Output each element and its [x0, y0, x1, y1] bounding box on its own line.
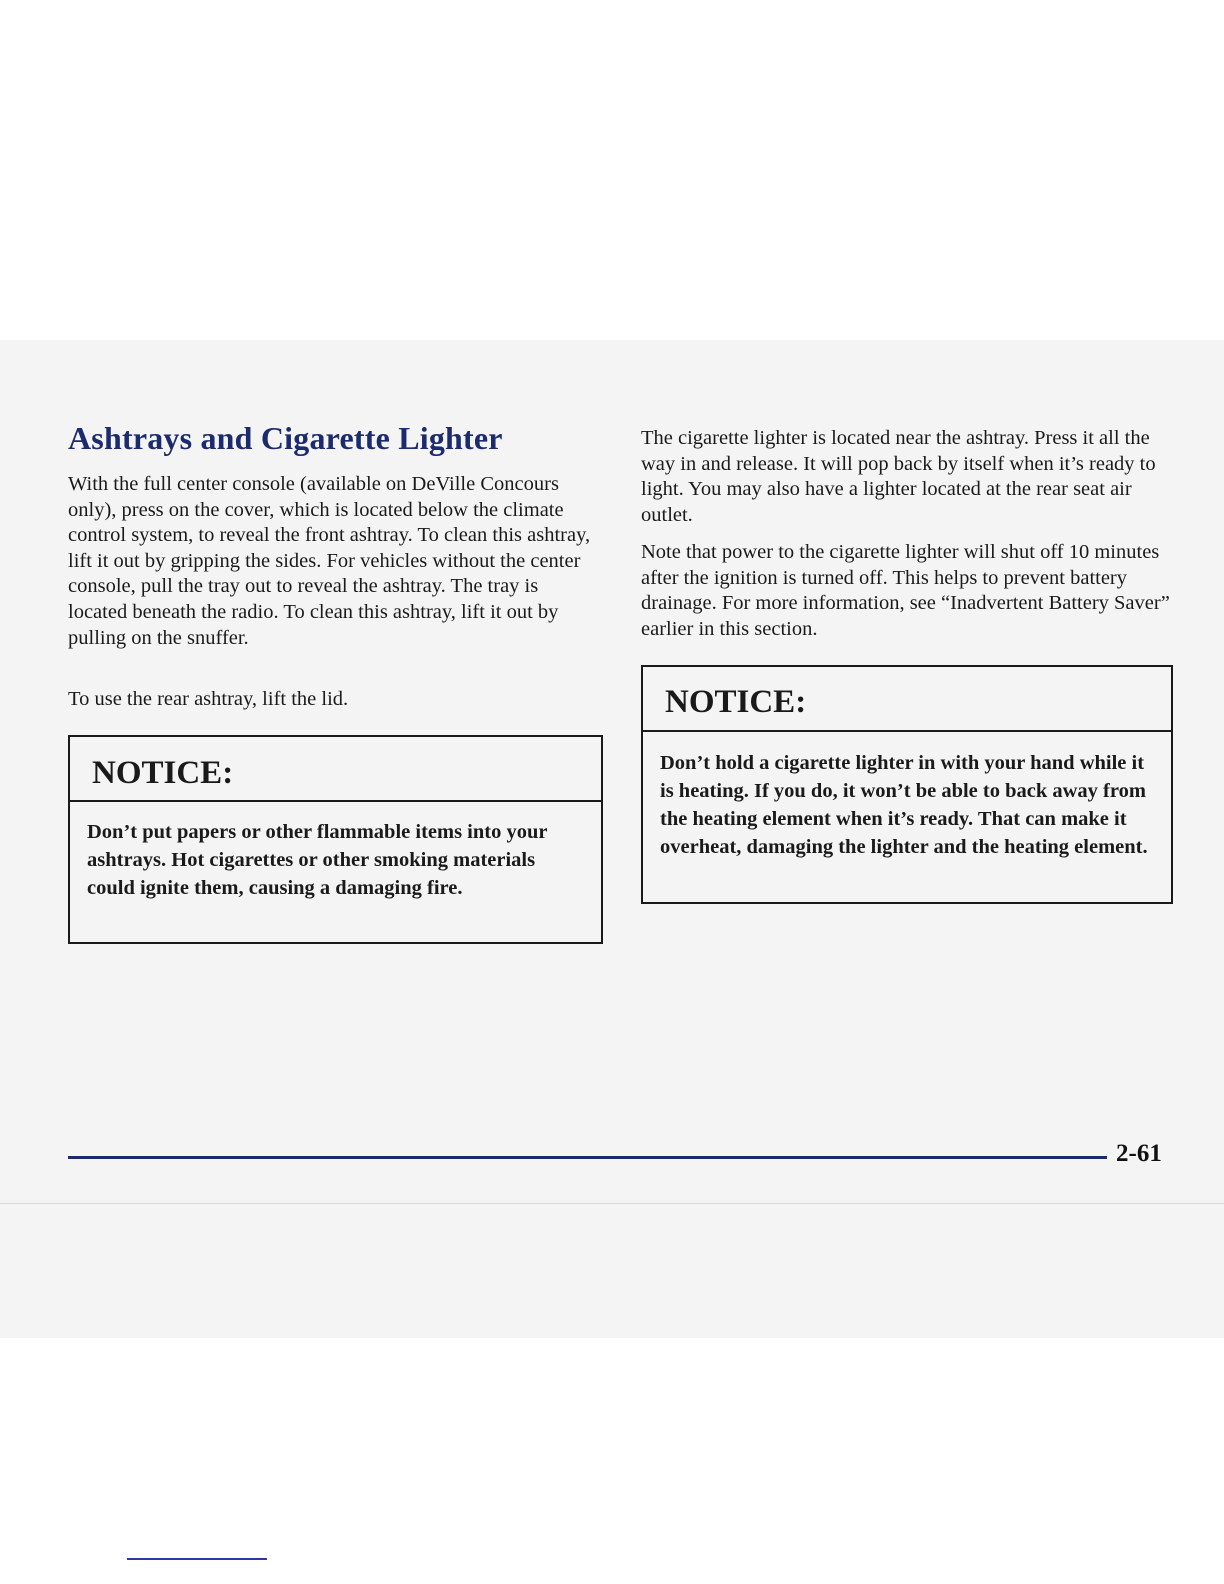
notice-box-lighter [641, 665, 1173, 904]
right-paragraph-lighter-use: The cigarette lighter is located near the ashtray. Press it all the way in and release. It will pop back by itself when it’s ready to light. You may also have a lighter located at the rear seat air outlet. [641, 427, 1156, 526]
left-paragraph-rear-ashtray: To use the rear ashtray, lift the lid. [68, 688, 349, 710]
page-number: 2-61 [1116, 1140, 1162, 1167]
scan-divider [0, 1203, 1224, 1204]
right-paragraph-lighter-power: Note that power to the cigarette lighter will shut off 10 minutes after the ignition is turned off. This helps to prevent battery drainage. For more information, see “Inadvertent Battery Saver” earlier in this section. [641, 541, 1170, 640]
bottom-mark [127, 1558, 267, 1560]
footer-rule [68, 1156, 1107, 1159]
notice-heading: NOTICE: [643, 667, 1171, 732]
section-title: Ashtrays and Cigarette Lighter [68, 420, 503, 456]
notice-box-ashtray [68, 735, 603, 944]
notice-body-text: Don’t hold a cigarette lighter in with your hand while it is heating. If you do, it won’t be able to back away from the heating element when it’s ready. That can make it overheat, damaging the lighter and the heating element. [660, 752, 1148, 858]
left-paragraph-console-ashtray: With the full center console (available on DeVille Concours only), press on the cover, which is located below the climate control system, to reveal the front ashtray. To clean this ashtray, lift it out by gripping the sides. For vehicles without the center console, pull the tray out to reveal the ashtray. The tray is located beneath the radio. To clean this ashtray, lift it out by pulling on the snuffer. [68, 473, 591, 649]
notice-body-text: Don’t put papers or other flammable items into your ashtrays. Hot cigarettes or other smoking materials could ignite them, causing a damaging fire. [87, 821, 548, 899]
notice-heading: NOTICE: [70, 737, 601, 802]
